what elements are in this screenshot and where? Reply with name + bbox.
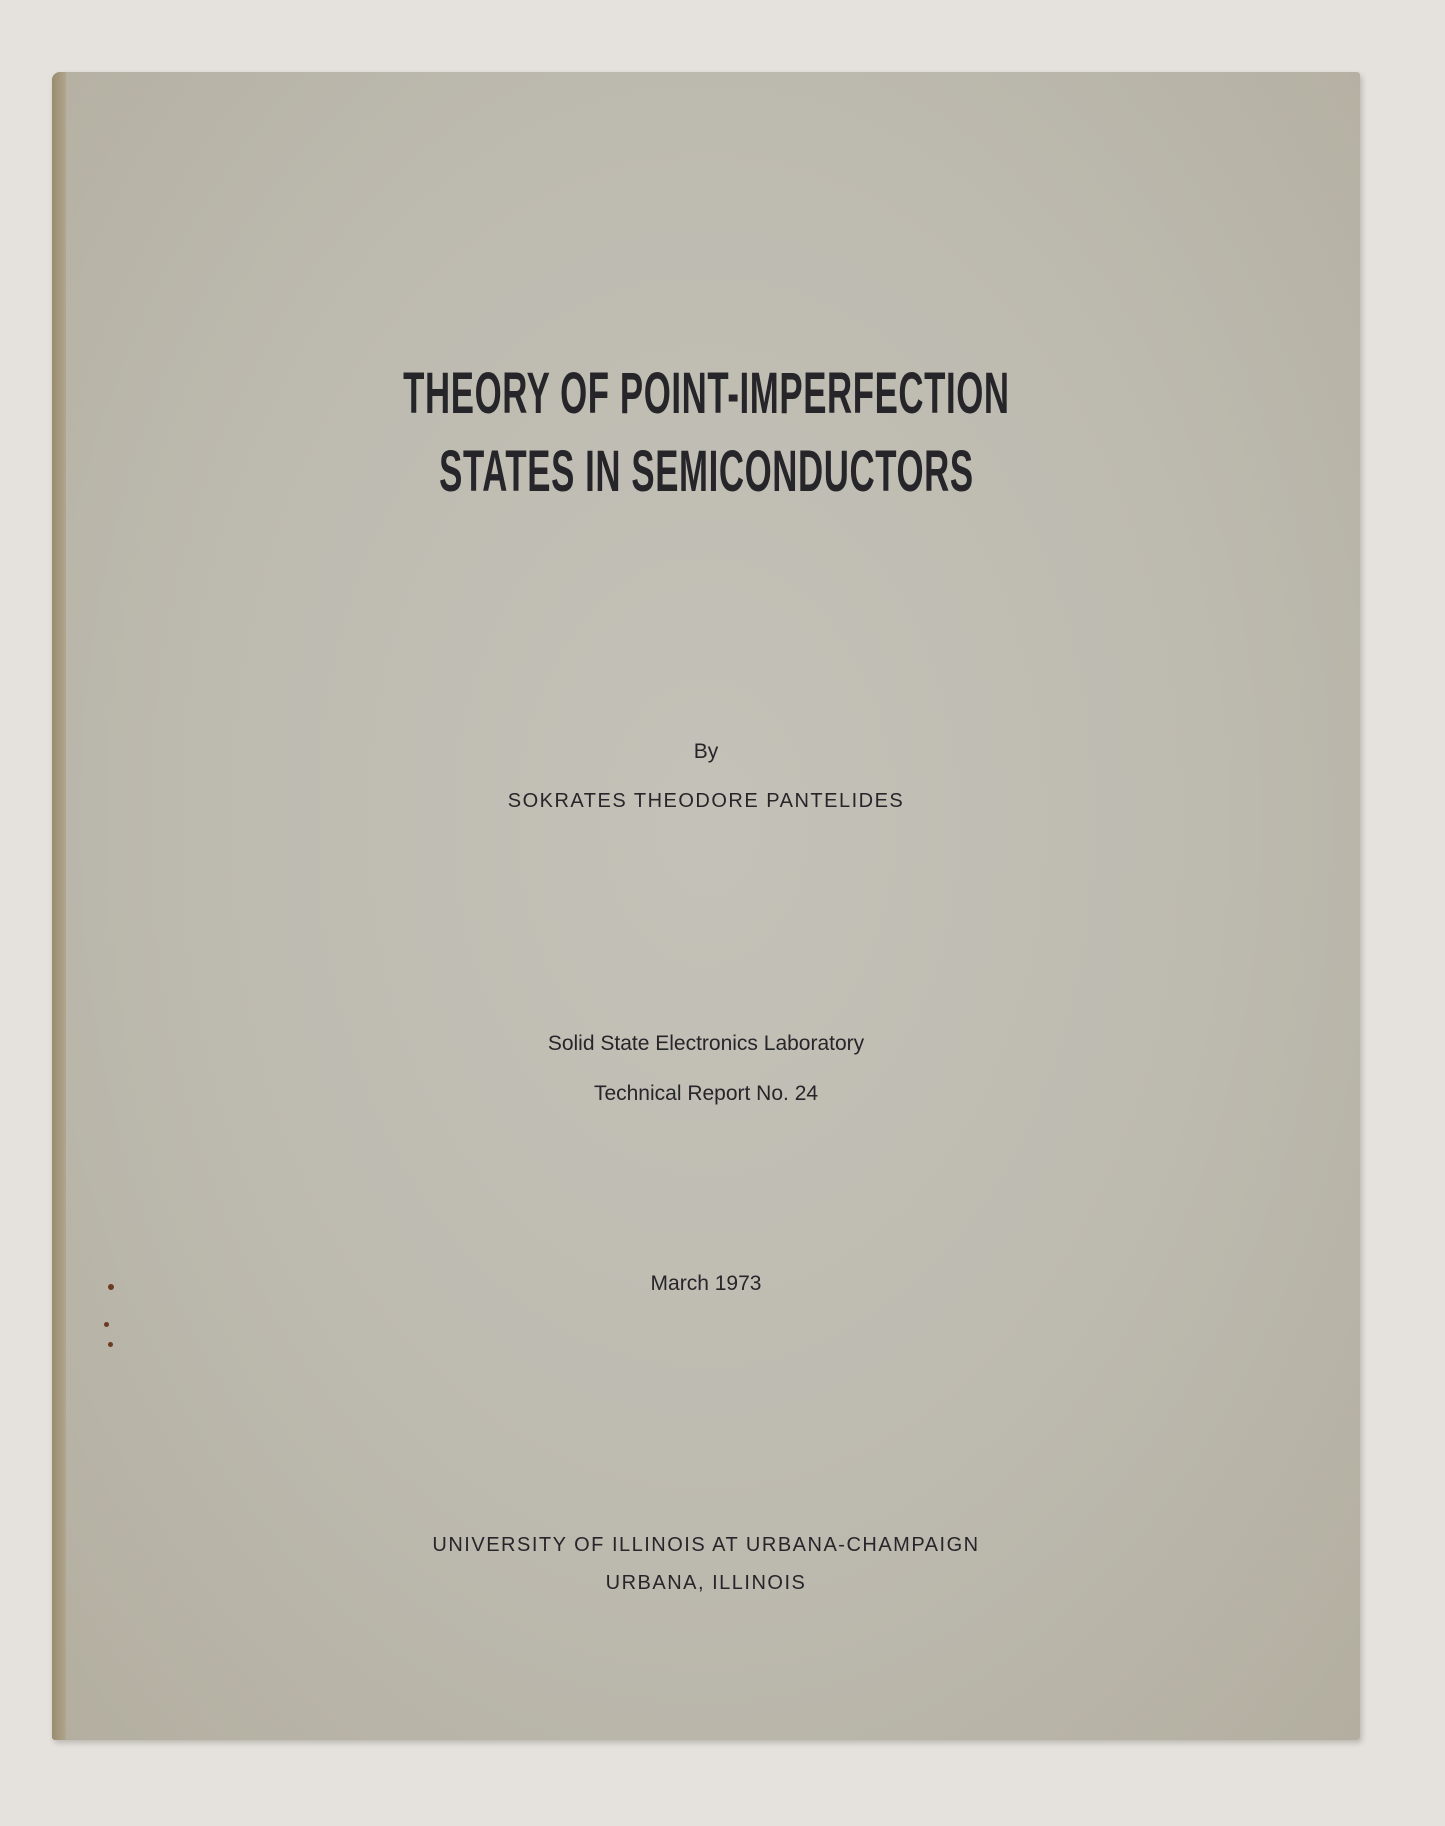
report-number: Technical Report No. 24 <box>593 1082 819 1105</box>
university-name: UNIVERSITY OF ILLINOIS AT URBANA-CHAMPAIGN <box>432 1534 980 1556</box>
stain-spot <box>108 1342 113 1347</box>
stain-spot <box>104 1322 109 1327</box>
report-cover <box>52 72 1360 1740</box>
publication-date: March 1973 <box>650 1272 762 1295</box>
by-label: By <box>693 740 719 763</box>
title-line-1: THEORY OF POINT-IMPERFECTION <box>402 361 1010 426</box>
author-name: SOKRATES THEODORE PANTELIDES <box>507 790 905 812</box>
university-location: URBANA, ILLINOIS <box>605 1572 807 1594</box>
title-line-2: STATES IN SEMICONDUCTORS <box>438 439 974 504</box>
cover-spine-edge <box>52 72 66 1740</box>
laboratory-name: Solid State Electronics Laboratory <box>547 1032 865 1055</box>
